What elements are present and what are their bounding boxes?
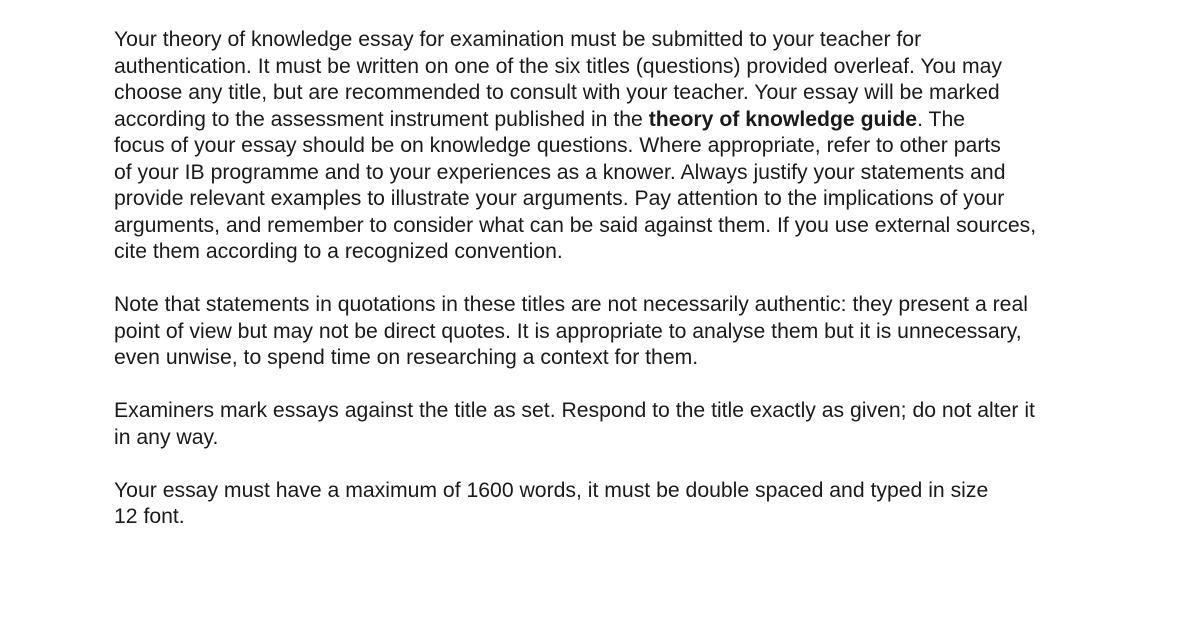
text-line: Your theory of knowledge essay for examination must be submitted to your teacher for xyxy=(114,28,922,51)
text-line: authentication. It must be written on one of the six titles (questions) provided overleaf. You may xyxy=(114,54,1003,78)
text-line: Examiners mark essays against the title as set. Respond to the title exactly as given; do not alter it xyxy=(114,399,1035,422)
text-line: point of view but may not be direct quotes. It is appropriate to analyse them but it is unnecessary, xyxy=(114,319,1022,343)
text-line: focus of your essay should be on knowledge questions. Where appropriate, refer to other parts xyxy=(114,134,1001,157)
text-line: 12 font. xyxy=(114,505,185,528)
text-line: arguments, and remember to consider what can be said against them. If you use external sources, xyxy=(114,213,1037,237)
text-line: even unwise, to spend time on researching a context for them. xyxy=(114,346,699,369)
text-line: of your IB programme and to your experiences as a knower. Always justify your statements and xyxy=(114,160,1006,184)
quotations-note-paragraph xyxy=(114,292,1094,372)
text-line: Your essay must have a maximum of 1600 words, it must be double spaced and typed in size xyxy=(114,478,989,502)
text-line: cite them according to a recognized convention. xyxy=(114,240,563,263)
formatting-requirements-paragraph xyxy=(114,478,1094,531)
instructions-paragraph xyxy=(114,27,1094,266)
text-segment: . The xyxy=(917,107,966,131)
text-line xyxy=(114,107,1094,134)
document-page xyxy=(114,27,1094,557)
examiners-note-paragraph xyxy=(114,398,1094,451)
guide-title-emphasis: theory of knowledge guide xyxy=(648,107,918,131)
text-line: in any way. xyxy=(114,425,219,449)
text-line: provide relevant examples to illustrate your arguments. Pay attention to the implications of your xyxy=(114,187,1005,210)
text-line: choose any title, but are recommended to consult with your teacher. Your essay will be marked xyxy=(114,81,1000,104)
text-segment: according to the assessment instrument published in the xyxy=(114,107,649,131)
text-line: Note that statements in quotations in these titles are not necessarily authentic: they present a real xyxy=(114,293,1028,316)
